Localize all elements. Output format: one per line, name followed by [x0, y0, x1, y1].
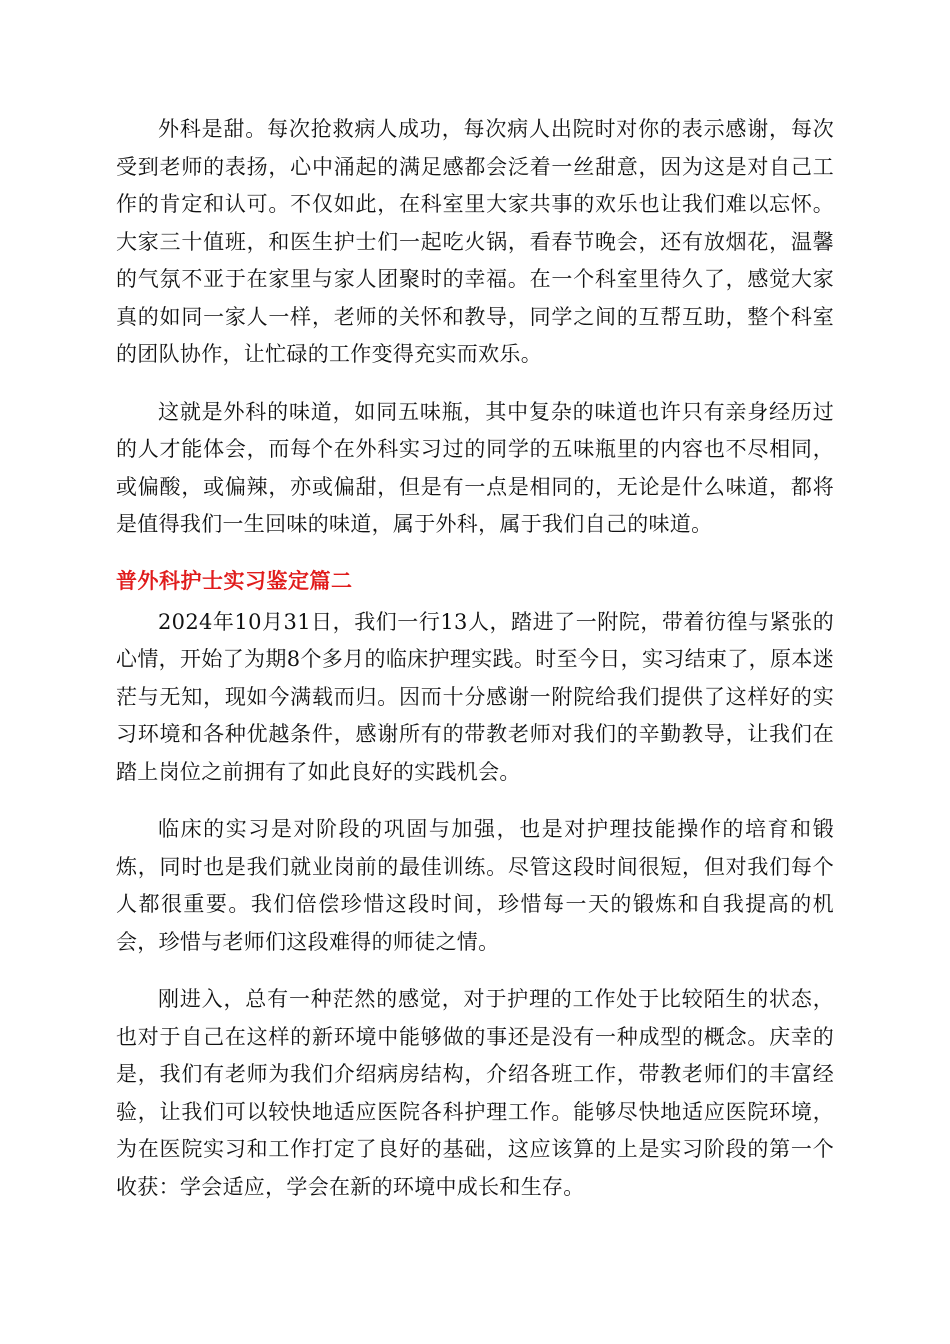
paragraph-surgery-sweet: 外科是甜。每次抢救病人成功，每次病人出院时对你的表示感谢，每次受到老师的表扬，心中涌起的满足感都会泛着一丝甜意，因为这是对自己工作的肯定和认可。不仅如此，在科室里大家共事的欢乐也让我们难以忘怀。大家三十值班，和医生护士们一起吃火锅，看春节晚会，还有放烟花，温馨的气氛不亚于在家里与家人团聚时的幸福。在一个科室里待久了，感觉大家真的如同一家人一样，老师的关怀和教导，同学之间的互帮互助，整个科室的团队协作，让忙碌的工作变得充实而欢乐。: [116, 117, 834, 366]
paragraph-adaptation: 刚进入，总有一种茫然的感觉，对于护理的工作处于比较陌生的状态，也对于自己在这样的新环境中能够做的事还是没有一种成型的概念。庆幸的是，我们有老师为我们介绍病房结构，介绍各班工作，带教老师们的丰富经验，让我们可以较快地适应医院各科护理工作。能够尽快地适应医院环境，为在医院实习和工作打定了良好的基础，这应该算的上是实习阶段的第一个收获：学会适应，学会在新的环境中成长和生存。: [116, 987, 834, 1199]
paragraph-clinical-practice: 临床的实习是对阶段的巩固与加强，也是对护理技能操作的培育和锻炼，同时也是我们就业岗前的最佳训练。尽管这段时间很短，但对我们每个人都很重要。我们倍偿珍惜这段时间，珍惜每一天的锻炼和自我提高的机会，珍惜与老师们这段难得的师徒之情。: [116, 817, 834, 954]
paragraph-surgery-taste: 这就是外科的味道，如同五味瓶，其中复杂的味道也许只有亲身经历过的人才能体会，而每个在外科实习过的同学的五味瓶里的内容也不尽相同，或偏酸，或偏辣，亦或偏甜，但是有一点是相同的，无论是什么味道，都将是值得我们一生回味的味道，属于外科，属于我们自己的味道。: [116, 399, 834, 536]
paragraph-internship-start: 2024年10月31日，我们一行13人，踏进了一附院，带着彷徨与紧张的心情，开始了为期8个多月的临床护理实践。时至今日，实习结束了，原本迷茫与无知，现如今满载而归。因而十分感谢一附院给我们提供了这样好的实习环境和各种优越条件，感谢所有的带教老师对我们的辛勤教导，让我们在踏上岗位之前拥有了如此良好的实践机会。: [116, 609, 834, 784]
document-body: [116, 111, 834, 1226]
section-heading: 普外科护士实习鉴定篇二: [116, 568, 353, 593]
